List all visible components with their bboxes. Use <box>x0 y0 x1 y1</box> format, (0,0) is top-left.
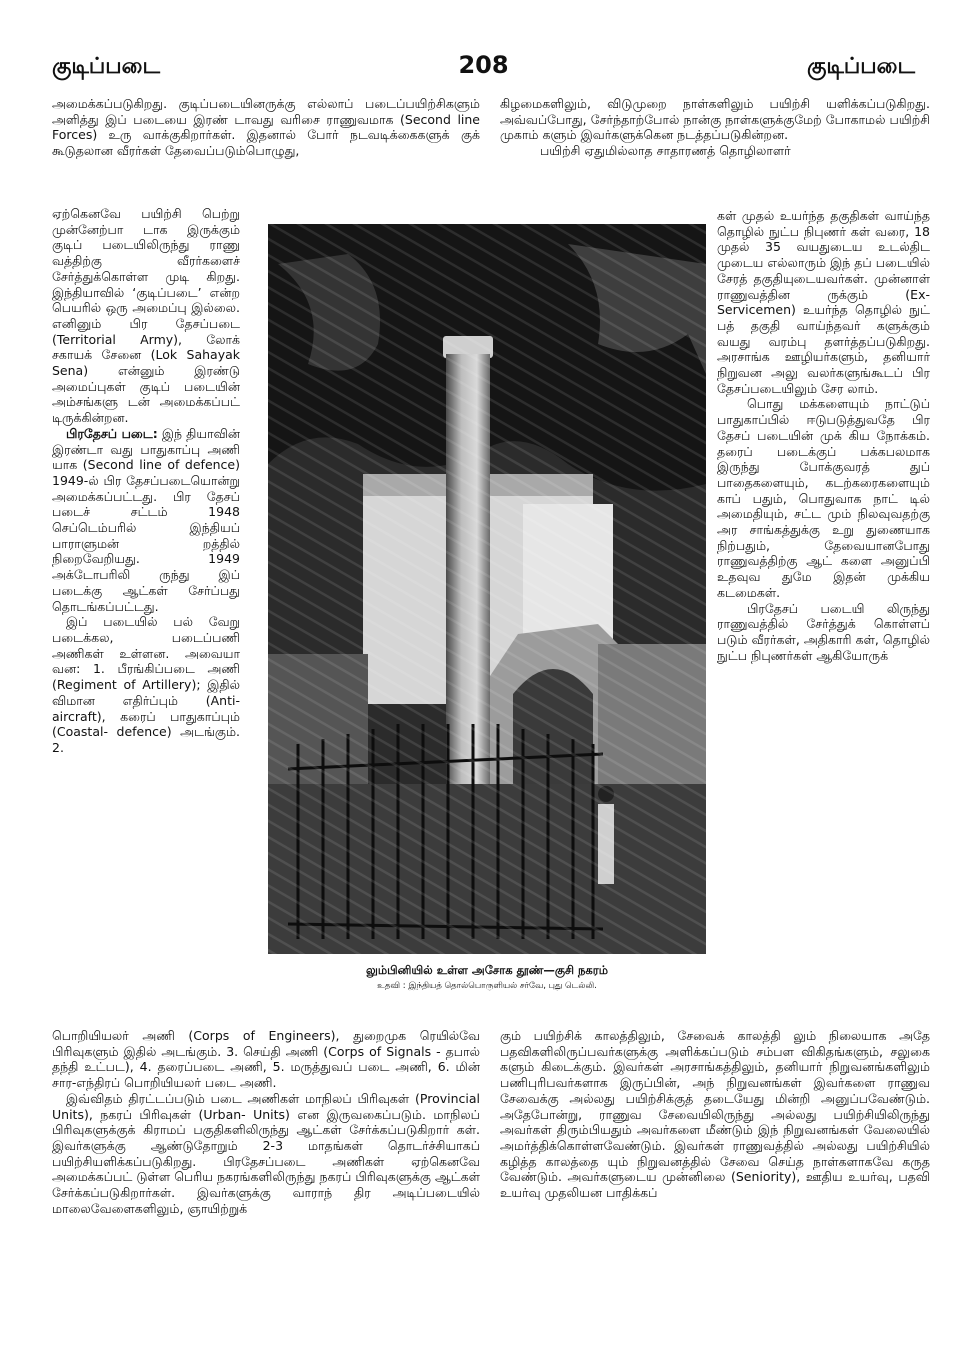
column-right-top <box>500 96 930 159</box>
paragraph: அமைக்கப்படுகிறது. குடிப்படையினருக்கு எல்லாப் படைப்பயிற்சிகளும் அளித்து இப் படையை இரண் டாவது வரிசை ராணுவமாக (Second line Forces) உரு வாக்குகிறார்கள். இதனால் போர் நடவடிக்கைகளுக் குக் கூடுதலான வீரர்கள் தேவைப்படும்பொழுது, <box>52 96 480 159</box>
running-head-left: குடிப்படை <box>52 54 161 79</box>
paragraph: பொறியியலர் அணி (Corps of Engineers), துறைமுக ரெயில்வே பிரிவுகளும் இதில் அடங்கும். 3. செய்தி அணி (Corps of Signals - தபால் தந்தி உட்பட), 4. தரைப்படை அணி, 5. மருத்துவப் படை அணி, 6. மின் சார-எந்திரப் பொறியியலர் படை அணி. <box>52 1028 480 1091</box>
column-right-bottom <box>500 1028 930 1201</box>
figure-caption: லும்பினியில் உள்ள அசோக தூண்—குசி நகரம் <box>366 963 608 977</box>
column-left-top <box>52 96 480 159</box>
paragraph: பிரதேசப் படையி லிருந்து ராணுவத்தில் சேர்த்துக் கொள்ளப் படும் வீரர்கள், அதிகாரி கள், தொழில் நுட்ப நிபுணர்கள் ஆகியோருக் <box>717 600 930 663</box>
paragraph: பொது மக்களையும் நாட்டுப் பாதுகாப்பில் ஈடுபடுத்துவதே பிர தேசப் படையின் முக் கிய நோக்கம். தரைப் படைக்குப் பக்கபலமாக இருந்து போக்குவரத் துப் பாதைகளையும், கடற்கரைகளையும் காப் பதும், பொதுவாக நாட் டில் அமைதியும், சட்ட மும் நிலவுவதற்கு அர சாங்கத்துக்கு உறு துணையாக நிற்பதும், தேவையானபோது ராணுவத்திற்கு ஆட் களை அனுப்பி உதவுவ துமே இதன் முக்கிய கடமைகள். <box>717 396 930 600</box>
running-head-right: குடிப்படை <box>806 54 915 79</box>
page-number: 208 <box>458 51 509 79</box>
ashoka-pillar-photo <box>268 224 706 954</box>
paragraph-body: இந் தியாவின் இரண்டா வது பாதுகாப்பு அணி யாக (Second line of defence) 1949-ல் பிர தேசப்படையொன்று அமைக்கப்பட்டது. பிர தேசப் படைச் சட்டம் 1948 செப்டெம்பரில் இந்தியப் பாராளுமன் றத்தில் நிறைவேறியது. 1949 அக்டோபரிலி ருந்து இப் படைக்கு ஆட்கள் சேர்ப்பது தொடங்கப்பட்டது. <box>52 425 240 614</box>
paragraph: பயிற்சி ஏதுமில்லாத சாதாரணத் தொழிலாளர் <box>540 143 791 159</box>
section-heading: பிரதேசப் படை: <box>66 425 158 441</box>
paragraph: இவ்விதம் திரட்டப்படும் படை அணிகள் மாநிலப் பிரிவுகள் (Provincial Units), நகரப் பிரிவுகள் (Urban- Units) என இருவகைப்படும். மாநிலப் பிரிவுகளுக்குக் கிராமப் பகுதிகளிலிருந்து ஆட்கள் சேர்க்கப்படுகிறார் கள். இவர்களுக்கு ஆண்டுதோறும் 2-3 மாதங்கள் தொடர்ச்சியாகப் பயிற்சியளிக்கப்படுகிறது. பிரதேசப்படை அணிகள் ஏற்கெனவே அமைக்கப்பட் டுள்ள பெரிய நகரங்களிலிருந்து நகரப் பிரிவுகளுக்கு ஆட்கள் சேர்க்கப்படுகிறார்கள். இவர்களுக்கு வாராந் திர அடிப்படையில் மாலைவேளைகளிலும், ஞாயிற்றுக் <box>52 1090 480 1216</box>
paragraph: கள் முதல் உயர்ந்த தகுதிகள் வாய்ந்த தொழில் நுட்ப நிபுணர் கள் வரை, 18 முதல் 35 வயதுடைய உடல்திட முடைய எல்லாரும் இந் தப் படையில் சேரத் தகுதியுடையவர்கள். முன்னாள் ராணுவத்தின ருக்கும் (Ex-Servicemen) உயர்ந்த தொழில் நுட் பத் தகுதி வாய்ந்தவர் களுக்கும் வயது வரம்பு தளர்த்தப்படுகிறது. அரசாங்க ஊழியர்களும், தனியார் நிறுவன அலு வலர்களுங்கூடப் பிர தேசப்படையிலும் சேர லாம். <box>717 208 930 396</box>
paragraph: ஏற்கெனவே பயிற்சி பெற்று முன்னேற்பா டாக இருக்கும் குடிப் படையிலிருந்து ராணு வத்திற்கு வீரர்களைச் சேர்த்துக்கொள்ள முடி கிறது. இந்தியாவில் ‘குடிப்படை’ என்ற பெயரில் ஒரு அமைப்பு இல்லை. எனினும் பிர தேசப்படை (Territorial Army), லோக் சகாயக் சேனை (Lok Sahayak Sena) என்னும் இரண்டு அமைப்புகள் குடிப் படையின் அம்சங்களு டன் அமைக்கப்பட் டிருக்கின்றன. <box>52 206 240 426</box>
column-left-bottom <box>52 1028 480 1216</box>
photo-illustration <box>268 224 706 954</box>
figure-credit: உதவி : இந்தியத் தொல்பொருளியல் சர்வே, புது டெல்லி. <box>377 981 597 991</box>
paragraph: இப் படையில் பல் வேறு படைக்கல, படைப்பணி அணிகள் உள்ளன. அவையா வன: 1. பீரங்கிப்படை அணி (Regiment of Artillery); இதில் விமான எதிர்ப்பும் (Anti-aircraft), கரைப் பாதுகாப்பும் (Coastal- defence) அடங்கும். 2. <box>52 614 240 755</box>
paragraph: கும் பயிற்சிக் காலத்திலும், சேவைக் காலத்தி லும் நிலையாக அதே பதவிகளிலிருப்பவர்களுக்கு அளிக்கப்படும் சம்பள விகிதங்களும், சலுகை களும் கிடைக்கும். இவர்கள் அரசாங்கத்திலும், தனியார் நிறுவனங்களிலும் பணிபுரிபவர்களாக இருப்பின், அந் நிறுவனங்கள் இவர்களை ராணுவ சேவைக்கு அல்லது பயிற்சிக்குத் தடையேது மின்றி அனுப்பவேண்டும். அதேபோன்று, ராணுவ சேவையிலிருந்து அல்லது பயிற்சியிலிருந்து அவர்கள் திரும்பியதும் அவர்களை மீண்டும் இந் நிறுவனங்கள் வேலையில் அமர்த்திக்கொள்ளவேண்டும். இவர்கள் ராணுவத்தில் அல்லது பயிற்சியில் கழித்த காலத்தை யும் நிறுவனத்தில் சேவை செய்த நாள்களாகவே கருத வேண்டும். அவர்களுடைய முன்னிலை (Seniority), ஊதிய உயர்வு, பதவி உயர்வு முதலியன பாதிக்கப் <box>500 1028 930 1201</box>
column-left-wrap <box>52 206 240 756</box>
paragraph: கிழமைகளிலும், விடுமுறை நாள்களிலும் பயிற்சி யளிக்கப்படுகிறது. அவ்வப்போது, சேர்ந்தாற்போல் நான்கு நாள்களுக்குமேற் போகாமல் பயிற்சி முகாம் களும் இவர்களுக்கென நடத்தப்படுகின்றன. <box>500 96 930 143</box>
paragraph <box>52 426 240 614</box>
column-right-wrap <box>717 208 930 663</box>
